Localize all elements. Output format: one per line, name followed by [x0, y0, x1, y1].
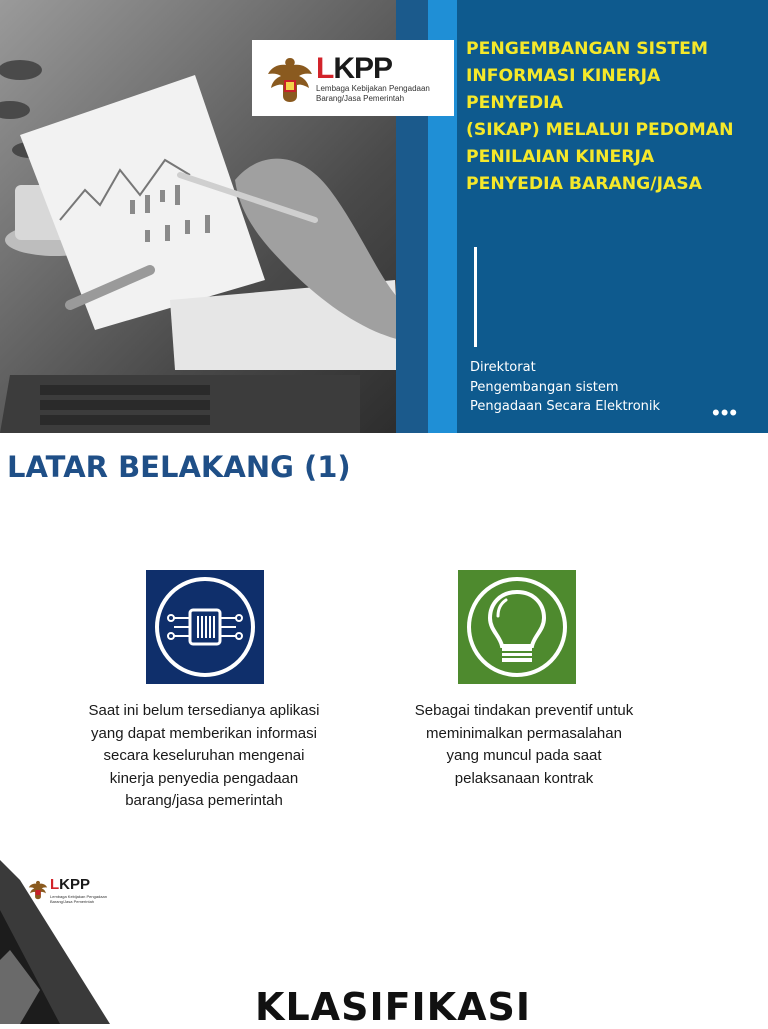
logo-subtitle-small: Lembaga Kebijakan Pengadaan Barang/Jasa Pemerintah	[50, 894, 107, 904]
title-line: PENILAIAN KINERJA	[466, 147, 655, 167]
directorate-line: Pengadaan Secara Elektronik	[470, 399, 661, 414]
garuda-emblem-icon	[266, 54, 314, 106]
directorate-line: Direktorat	[470, 360, 536, 375]
logo-wordmark-small	[50, 876, 90, 893]
caption-line: Saat ini belum tersedianya aplikasi	[88, 702, 320, 719]
lightbulb-icon	[458, 570, 576, 684]
logo-letters-kpp: KPP	[59, 876, 91, 893]
title-line: (SIKAP) MELALUI PEDOMAN	[466, 120, 734, 140]
chip-icon	[146, 570, 264, 684]
title-slide	[0, 0, 768, 433]
background-point-1	[62, 700, 346, 813]
background-point-2	[382, 700, 666, 790]
lkpp-logo	[252, 40, 454, 116]
chip-icon-tile	[146, 570, 264, 684]
caption-line: pelaksanaan kontrak	[454, 769, 594, 787]
directorate-line: Pengembangan sistem	[470, 379, 619, 395]
more-dots-icon: •••	[712, 400, 739, 425]
title-line: PENGEMBANGAN SISTEM	[466, 39, 708, 59]
caption-line: yang dapat memberikan informasi	[91, 724, 317, 742]
logo-wordmark	[316, 52, 392, 86]
section-heading: LATAR BELAKANG (1)	[7, 450, 351, 484]
laptop-photo-strip	[0, 840, 110, 1024]
lkpp-logo-small	[28, 878, 128, 904]
caption-line: kinerja penyedia pengadaan	[109, 769, 299, 787]
caption-line: barang/jasa pemerintah	[125, 792, 283, 809]
directorate-info	[470, 358, 660, 417]
logo-subtitle: Lembaga Kebijakan Pengadaan Barang/Jasa Pemerintah	[316, 84, 430, 103]
title-line: PENYEDIA BARANG/JASA	[466, 174, 702, 194]
caption-line: meminimalkan permasalahan	[426, 724, 622, 742]
garuda-emblem-small-icon	[28, 878, 48, 902]
lightbulb-icon-tile	[458, 570, 576, 684]
vertical-divider	[474, 247, 477, 347]
caption-line: yang muncul pada saat	[446, 747, 602, 764]
caption-line: Sebagai tindakan preventif untuk	[414, 702, 634, 719]
logo-letters-kpp: KPP	[333, 52, 393, 85]
logo-letter-l: L	[50, 876, 60, 893]
logo-letter-l: L	[316, 52, 334, 85]
title-line: INFORMASI KINERJA PENYEDIA	[466, 66, 661, 113]
classification-heading: KLASIFIKASI	[255, 985, 532, 1029]
presentation-title	[466, 36, 762, 198]
caption-line: secara keseluruhan mengenai	[103, 747, 305, 764]
